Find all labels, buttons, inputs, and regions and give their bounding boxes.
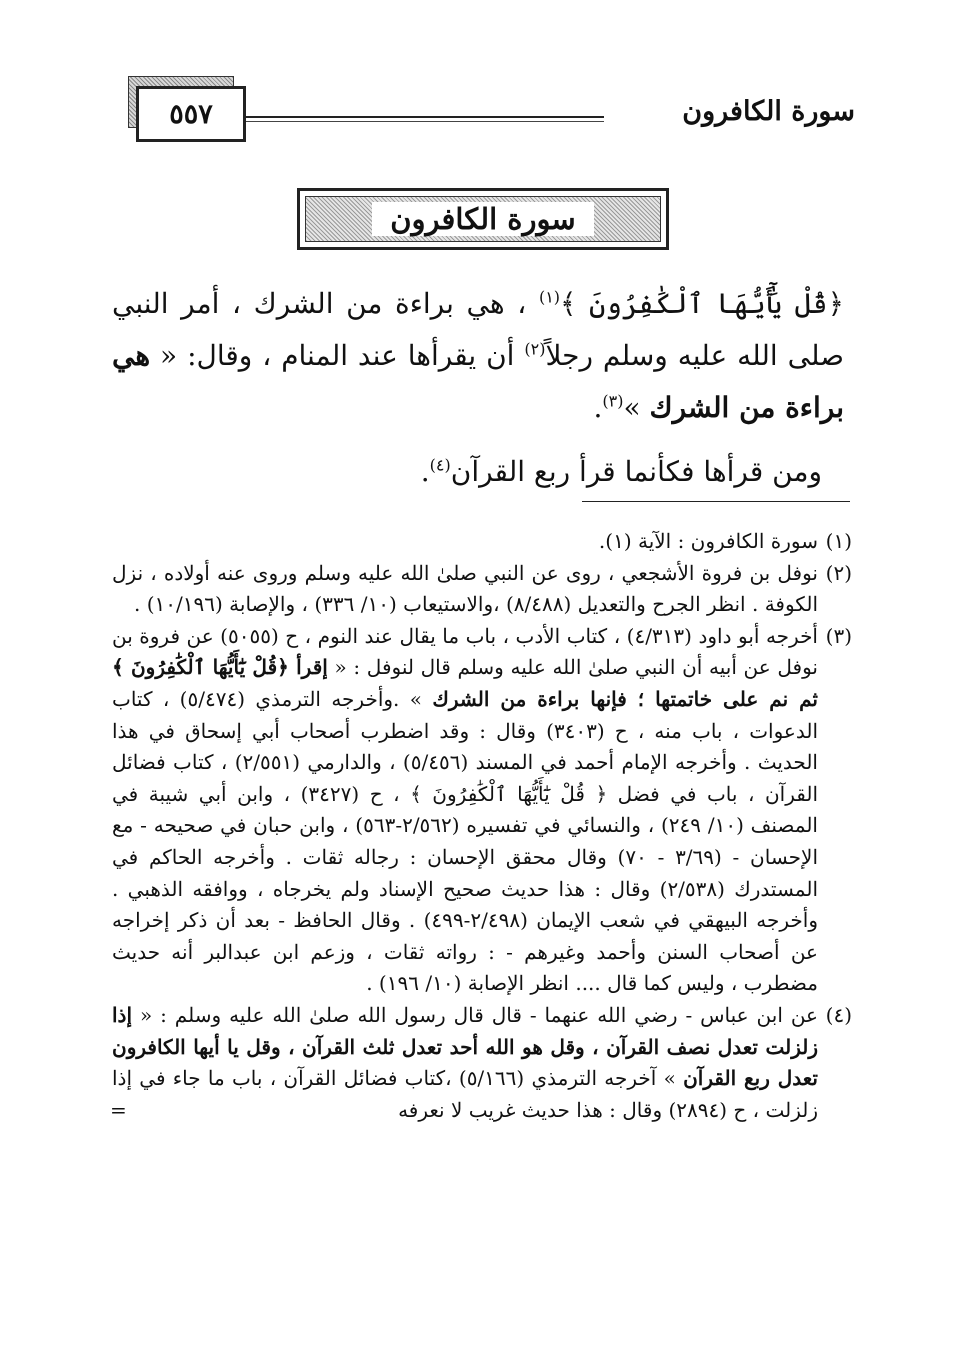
footnote-1 — [112, 526, 852, 558]
footnote-ref-3[interactable]: (٣) — [602, 391, 624, 411]
footnote-ref-2[interactable]: (٢) — [524, 339, 546, 359]
footnote-4 — [112, 1000, 852, 1126]
footnotes — [112, 526, 852, 1126]
footnote-text: نوفل بن فروة الأشجعي ، روى عن النبي صلىٰ الله عليه وسلم وروى عنه أولاده ، نزل الكوفة . انظر الجرح والتعديل (٨/٤٨٨) ،والاستيعاب (١٠/ ٣٣٦) ، والإصابة (١٠/١٩٦) . — [112, 560, 818, 617]
footnote-text-b: » آخرجه الترمذي (٥/١٦٦) ،كتاب فضائل القرآن ، باب ما جاء في إذا زلزلت ، ح (٢٨٩٤) وقال : هذا حديث غريب لا نعرفه — [112, 1066, 818, 1122]
footnote-number: (١) — [825, 529, 852, 553]
footnote-ref-1[interactable]: (١) — [538, 287, 561, 307]
intro-paragraph — [112, 278, 844, 434]
header-rule — [244, 116, 604, 118]
intro-text-b: أن يقرأها عند المنام ، وقال: « — [150, 339, 525, 372]
footnote-number: (٤) — [825, 1002, 852, 1027]
footnote-hadith: إقرأ ﴿قُلْ يَٰٓأَيُّهَا ٱلْكَٰفِرُونَ ﴾ ثم نم على خاتمتها ؛ فإنها براءة من الشرك — [112, 655, 818, 711]
surah-title-pattern — [305, 196, 661, 242]
quran-verse: ﴿قُلْ يَٰٓأَيُّهَا ٱلْكَٰفِرُونَ ﴾ — [560, 287, 844, 320]
footnote-3 — [112, 621, 852, 1000]
footnote-text: سورة الكافرون : الآية (١). — [598, 529, 818, 553]
second-paragraph — [262, 446, 822, 498]
page-number: ٥٥٧ — [169, 98, 213, 130]
header-rule-thin — [244, 121, 604, 122]
footnote-text-a: عن ابن عباس - رضي الله عنهما - قال قال رسول الله صلىٰ الله عليه وسلم : « — [132, 1002, 818, 1027]
second-text-end: . — [420, 455, 430, 488]
intro-text-c: » — [623, 391, 650, 424]
main-text — [112, 278, 844, 434]
intro-text-a: ، هي براءة من الشرك ، أمر النبي صلى الله عليه وسلم رجلاً — [112, 287, 844, 372]
footnote-separator — [582, 501, 850, 502]
surah-title: سورة الكافرون — [372, 202, 593, 236]
footnote-number: (٢) — [825, 560, 852, 585]
continuation-mark: = — [110, 1097, 127, 1122]
page-number-box — [136, 86, 246, 142]
footnote-number: (٣) — [825, 623, 852, 648]
second-text: ومن قرأها فكأنما قرأ ربع القرآن — [450, 455, 822, 488]
footnote-hadith: إذا زلزلت تعدل نصف القرآن ، وقل هو الله أحد تعدل ثلث القرآن ، وقل يا أيها الكافرون تعدل ربع القرآن — [112, 1002, 818, 1091]
intro-text-end: . — [593, 391, 603, 424]
footnote-text-b: » .وأخرجه الترمذي (٥/٤٧٤) ، كتاب الدعوات ، باب منه ، ح (٣٤٠٣) وقال : وقد اضطرب أصحاب أبي إسحاق في هذا الحديث . وأخرجه الإمام أحمد في المسند (٥/٤٥٦) ، والدارمي (٢/٥٥١) ، كتاب فضائل القرآن ، باب في فضل ﴿ قُلْ يَٰٓأَيُّهَا ٱلْكَٰفِرُونَ ﴾ ، ح (٣٤٢٧) ، وابن أبي شيبة في المصنف (١٠/ ٢٤٩) ، والنسائي في تفسيره (٢/٥٦٢-٥٦٣) ، وابن حبان في صحيحه - مع الإحسان - (٣/٦٩ - ٧٠) وقال محقق الإحسان : رجاله ثقات . وأخرجه الحاكم في المستدرك (٢/٥٣٨) وقال : هذا حديث صحيح الإسناد ولم يخرجاه ، ووافقه الذهبي . وأخرجه البيهقي في شعب الإيمان (٢/٤٩٨-٤٩٩) . وقال الحافظ - بعد أن ذكر إخراجه عن أصحاب السنن وأحمد وغيرهم - : رواته ثقات ، وزعم ابن عبدالبر أنه حديث مضطرب ، وليس كما قال .... انظر الإصابة (١٠/ ١٩٦) . — [112, 686, 819, 996]
footnote-text-a: أخرجه أبو داود (٤/٣١٣) ، كتاب الأدب ، باب ما يقال عند النوم ، ح (٥٠٥٥) عن فروة بن نوفل عن أبيه أن النبي صلىٰ الله عليه وسلم قال لنوفل : « — [112, 623, 818, 680]
hadith-quote: هي براءة من الشرك — [112, 339, 844, 424]
running-header-title: سورة الكافرون — [682, 96, 855, 127]
footnote-ref-4[interactable]: (٤) — [429, 455, 451, 475]
surah-title-frame — [297, 188, 669, 250]
footnote-2 — [112, 558, 852, 621]
